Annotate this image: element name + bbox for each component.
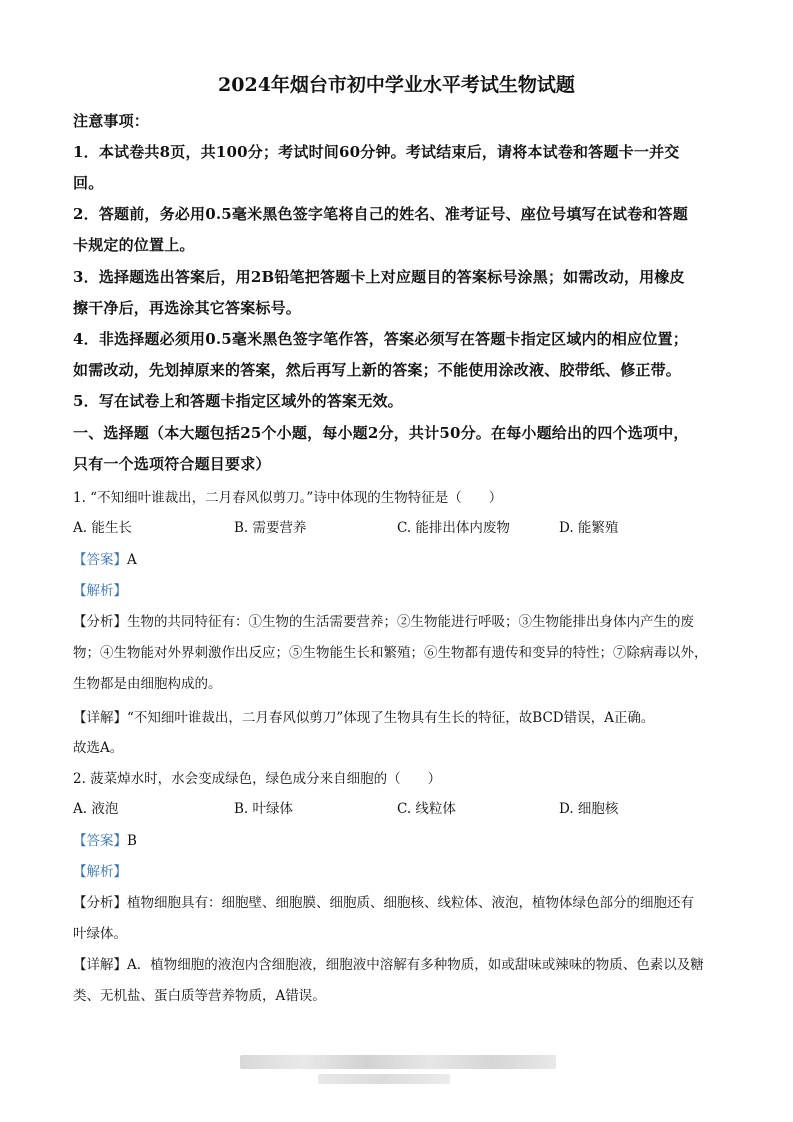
q1-fenxi-line: 生物都是由细胞构成的。: [73, 676, 222, 692]
answer-value: A: [127, 552, 137, 568]
notice-line: 回。: [73, 174, 104, 192]
q2-fenxi-line: 叶绿体。: [73, 926, 127, 942]
fenxi-text: 生物的共同特征有：①生物的生活需要营养；②生物能进行呼吸；③生物能排出身体内产生的废: [127, 614, 694, 630]
q1-option-a: A. 能生长: [73, 520, 132, 536]
q2-fenxi: [73, 891, 723, 911]
q2-detail-line: 类、无机盐、蛋白质等营养物质，A错误。: [73, 988, 326, 1004]
notice-line: 2．答题前，务必用0.5毫米黑色签字笔将自己的姓名、准考证号、座位号填写在试卷和答题: [73, 205, 688, 223]
notice-line: 擦干净后，再选涂其它答案标号。: [73, 299, 302, 317]
q1-option-c: C. 能排出体内废物: [397, 520, 510, 536]
blurred-watermark: [240, 1055, 556, 1069]
blurred-watermark: [318, 1074, 450, 1084]
page-title: 2024年烟台市初中学业水平考试生物试题: [218, 74, 575, 96]
detail-text: A．植物细胞的液泡内含细胞液，细胞液中溶解有多种物质，如或甜味或辣味的物质、色素以及糖: [127, 957, 704, 973]
question-2-stem: 2. 菠菜焯水时，水会变成绿色，绿色成分来自细胞的（ ）: [73, 771, 442, 787]
q2-answer: [73, 829, 723, 849]
q1-answer: [73, 548, 723, 568]
fenxi-tag: 【分析】: [73, 614, 127, 630]
question-1-stem: 1. “不知细叶谁裁出，二月春风似剪刀。”诗中体现的生物特征是（ ）: [73, 490, 503, 506]
q1-option-b: B. 需要营养: [234, 520, 307, 536]
answer-value: B: [127, 833, 137, 849]
fenxi-tag: 【分析】: [73, 895, 127, 911]
notice-line: 3．选择题选出答案后，用2B铅笔把答题卡上对应题目的答案标号涂黑；如需改动，用橡皮: [73, 268, 685, 286]
q2-option-d: D. 细胞核: [559, 801, 619, 817]
notice-line: 4．非选择题必须用0.5毫米黑色签字笔作答，答案必须写在答题卡指定区域内的相应位置；: [73, 330, 688, 348]
notice-line: 卡规定的位置上。: [73, 236, 195, 254]
q2-option-b: B. 叶绿体: [234, 801, 294, 817]
section-heading: 一、选择题（本大题包括25个小题，每小题2分，共计50分。在每小题给出的四个选项中，: [73, 424, 689, 442]
notice-line: 1．本试卷共8页，共100分；考试时间60分钟。考试结束后，请将本试卷和答题卡一并交: [73, 143, 680, 161]
q1-fenxi: [73, 610, 723, 630]
notice-heading: 注意事项：: [73, 112, 150, 130]
q1-fenxi-line: 物；④生物能对外界刺激作出反应；⑤生物能生长和繁殖；⑥生物都有遗传和变异的特性；⑦除病毒以外，: [73, 645, 708, 661]
detail-text: “不知细叶谁裁出，二月春风似剪刀”体现了生物具有生长的特征，故BCD错误，A正确。: [127, 710, 655, 726]
q1-detail: [73, 706, 723, 726]
q2-analysis-tag: 【解析】: [73, 864, 127, 880]
notice-line: 如需改动，先划掉原来的答案，然后再写上新的答案；不能使用涂改液、胶带纸、修正带。: [73, 361, 682, 379]
q1-option-d: D. 能繁殖: [559, 520, 619, 536]
notice-line: 5．写在试卷上和答题卡指定区域外的答案无效。: [73, 392, 403, 410]
q2-option-a: A. 液泡: [73, 801, 119, 817]
answer-tag: 【答案】: [73, 552, 127, 568]
q2-detail: [73, 953, 723, 973]
fenxi-text: 植物细胞具有：细胞壁、细胞膜、细胞质、细胞核、线粒体、液泡，植物体绿色部分的细胞还有: [127, 895, 694, 911]
q1-analysis-tag: 【解析】: [73, 583, 127, 599]
q2-option-c: C. 线粒体: [397, 801, 456, 817]
q1-conclusion: 故选A。: [73, 740, 124, 756]
detail-tag: 【详解】: [73, 957, 127, 973]
answer-tag: 【答案】: [73, 833, 127, 849]
section-heading: 只有一个选项符合题目要求）: [73, 455, 271, 473]
detail-tag: 【详解】: [73, 710, 127, 726]
